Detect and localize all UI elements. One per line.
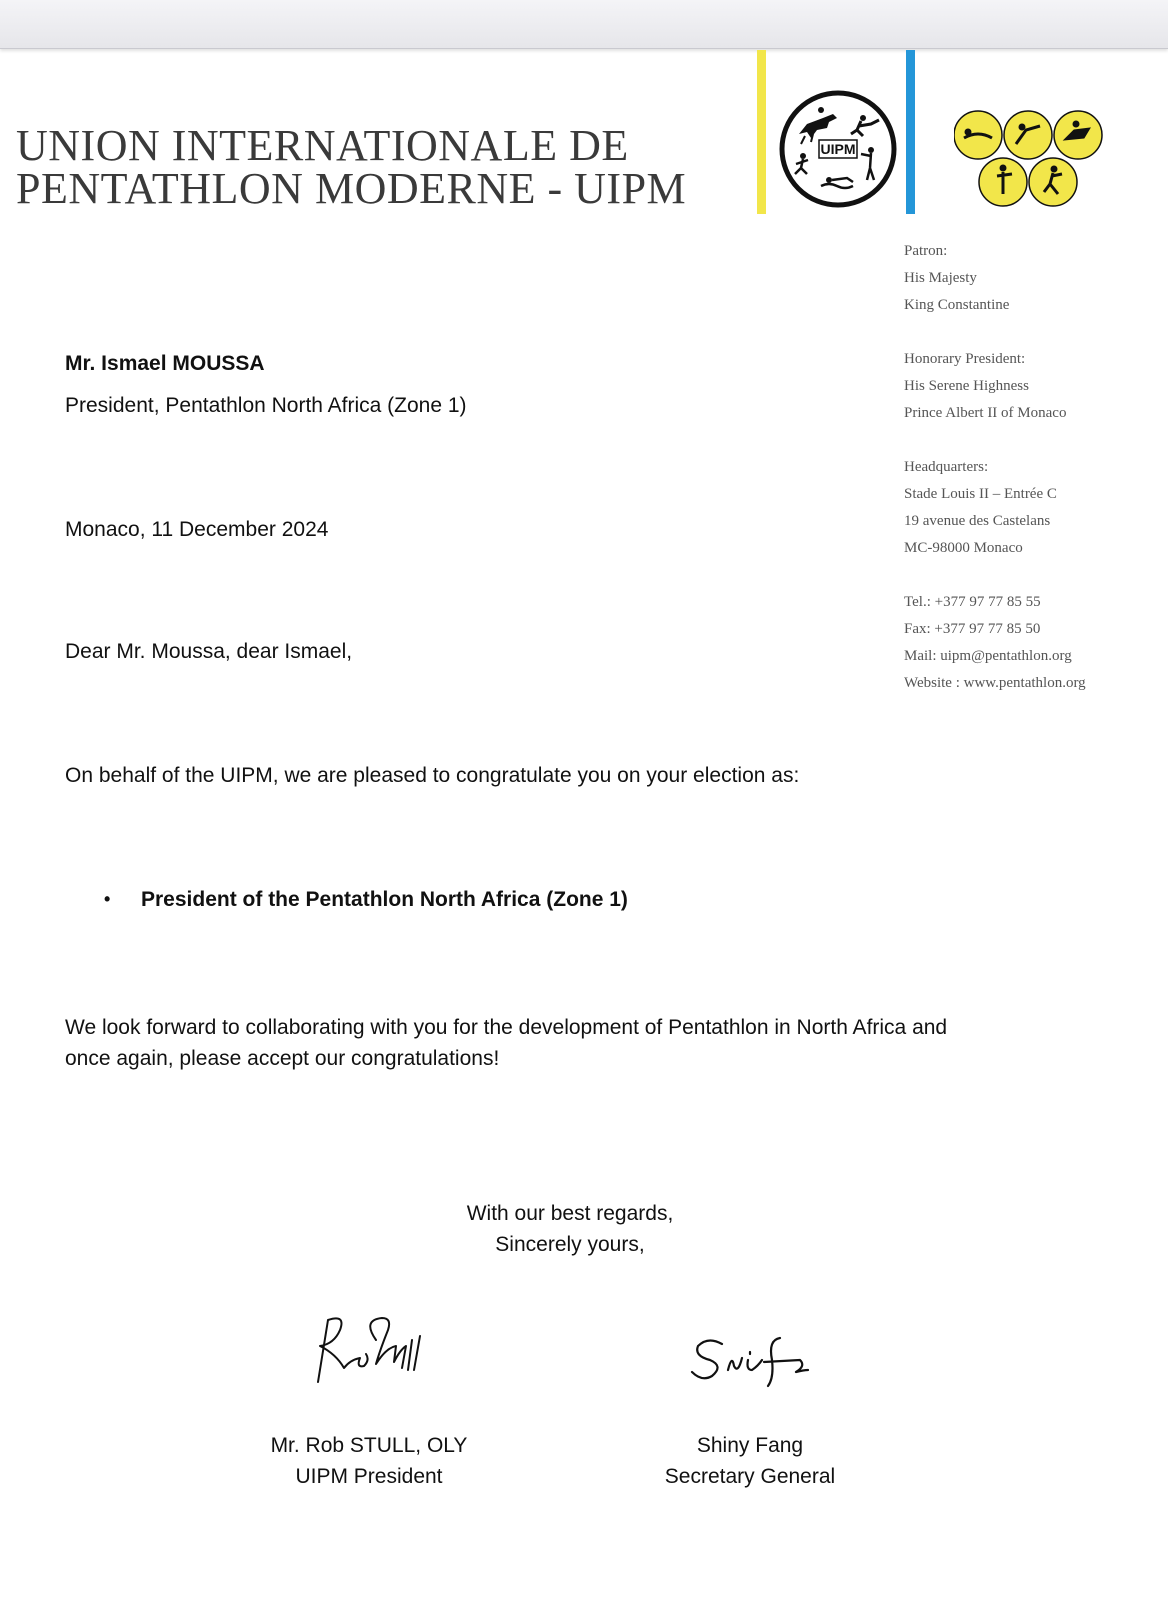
org-name-line-2: PENTATHLON MODERNE - UIPM bbox=[16, 164, 687, 213]
signatory-role: UIPM President bbox=[295, 1465, 443, 1488]
patron-line: King Constantine bbox=[904, 297, 1010, 313]
patron-line: Patron: bbox=[904, 243, 948, 259]
uipm-logo bbox=[777, 88, 899, 210]
headquarters-line: Stade Louis II – Entrée C bbox=[904, 486, 1057, 502]
signatory-president bbox=[219, 1430, 519, 1492]
bullet-icon: • bbox=[104, 889, 111, 909]
patron-line: His Majesty bbox=[904, 270, 977, 286]
closing-paragraph bbox=[65, 1012, 1105, 1074]
regards-line-1: With our best regards, bbox=[466, 1202, 674, 1225]
contact-mail: Mail: uipm@pentathlon.org bbox=[904, 648, 1072, 664]
organization-name bbox=[16, 121, 687, 213]
contact-phone: Tel.: +377 97 77 85 55 bbox=[904, 594, 1041, 610]
org-name-line-1: UNION INTERNATIONALE DE bbox=[16, 121, 629, 170]
yellow-divider-bar bbox=[757, 50, 766, 214]
salutation: Dear Mr. Moussa, dear Ismael, bbox=[65, 640, 353, 663]
honorary-line: His Serene Highness bbox=[904, 378, 1029, 394]
contact-block bbox=[904, 589, 1154, 697]
contact-fax: Fax: +377 97 77 85 50 bbox=[904, 621, 1041, 637]
ring-fencing bbox=[1004, 111, 1052, 159]
regards-line-2: Sincerely yours, bbox=[495, 1233, 645, 1256]
window-top-bar bbox=[0, 0, 1168, 49]
signatory-name: Shiny Fang bbox=[696, 1434, 804, 1457]
headquarters-line: 19 avenue des Castelans bbox=[904, 513, 1051, 529]
signatory-secretary-general bbox=[600, 1430, 900, 1492]
honorary-line: Honorary President: bbox=[904, 351, 1026, 367]
president-signature bbox=[296, 1310, 436, 1396]
patron-block bbox=[904, 238, 1154, 319]
blue-divider-bar bbox=[906, 50, 915, 214]
headquarters-block bbox=[904, 454, 1154, 562]
organization-info-sidebar bbox=[904, 238, 1154, 724]
headquarters-line: MC-98000 Monaco bbox=[904, 540, 1023, 556]
recipient-name: Mr. Ismael MOUSSA bbox=[65, 352, 265, 375]
contact-website: Website : www.pentathlon.org bbox=[904, 675, 1086, 691]
honorary-line: Prince Albert II of Monaco bbox=[904, 405, 1067, 421]
logo-text: UIPM bbox=[820, 141, 856, 157]
ring-running bbox=[1029, 158, 1077, 206]
regards-block bbox=[410, 1198, 730, 1260]
recipient-title: President, Pentathlon North Africa (Zone 1) bbox=[65, 394, 467, 417]
signatory-name: Mr. Rob STULL, OLY bbox=[270, 1434, 468, 1457]
secretary-general-signature bbox=[688, 1330, 818, 1390]
pentathlon-rings-emblem bbox=[954, 110, 1116, 210]
closing-line-2: once again, please accept our congratulations! bbox=[65, 1047, 500, 1070]
election-title: President of the Pentathlon North Africa (Zone 1) bbox=[141, 888, 628, 911]
intro-paragraph: On behalf of the UIPM, we are pleased to congratulate you on your election as: bbox=[65, 764, 800, 787]
signatory-role: Secretary General bbox=[664, 1465, 836, 1488]
closing-line-1: We look forward to collaborating with you for the development of Pentathlon in North Africa and bbox=[65, 1016, 948, 1039]
headquarters-line: Headquarters: bbox=[904, 459, 989, 475]
honorary-president-block bbox=[904, 346, 1154, 427]
letter-date: Monaco, 11 December 2024 bbox=[65, 518, 329, 541]
